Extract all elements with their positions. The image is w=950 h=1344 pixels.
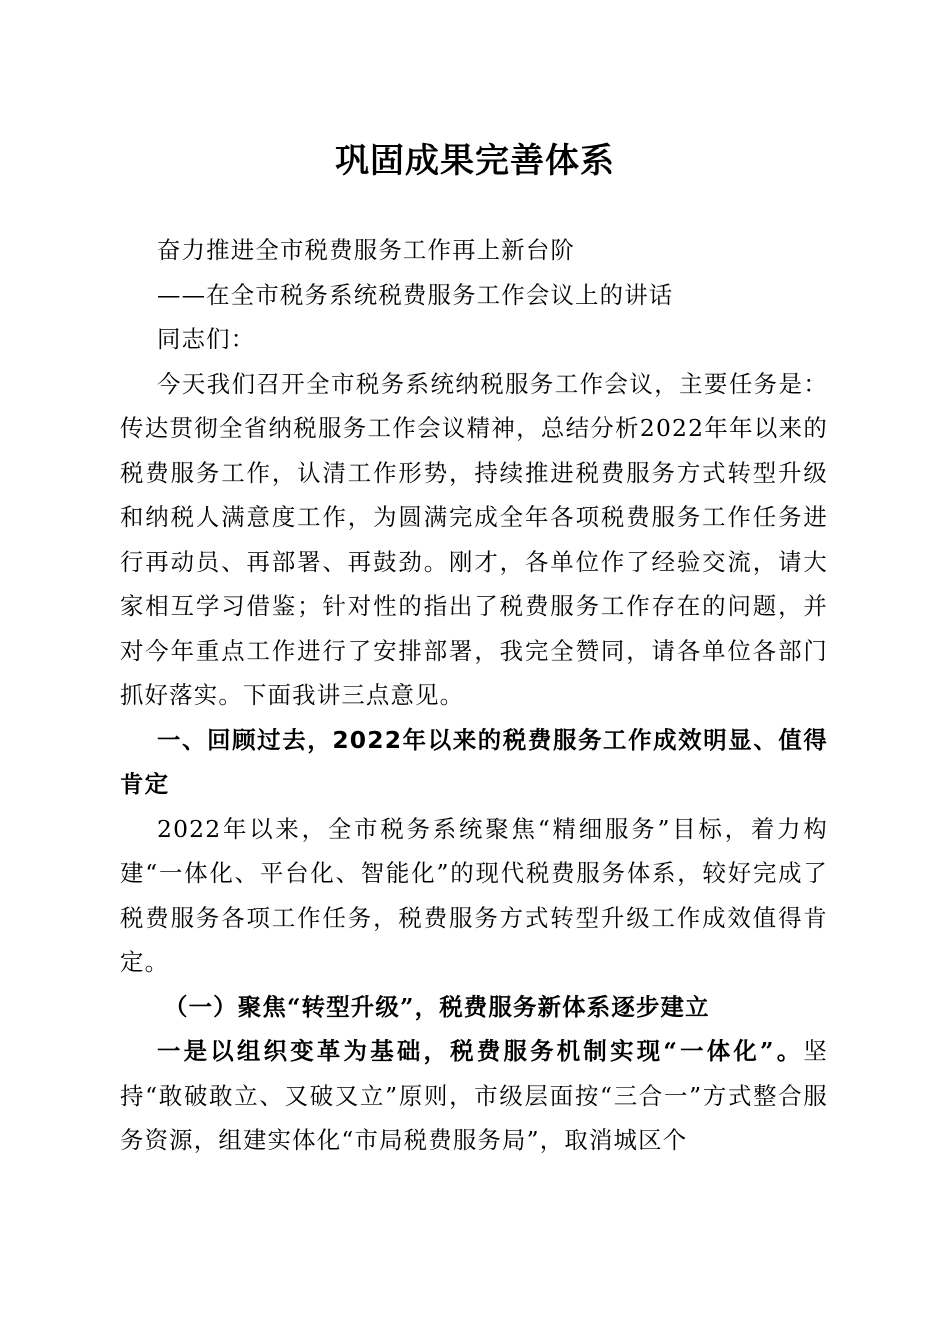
document-subtitle: 奋力推进全市税费服务工作再上新台阶 [157, 236, 576, 264]
point-1-paragraph [120, 1029, 828, 1163]
document-title: 巩固成果完善体系 [335, 141, 615, 181]
document-body [120, 228, 828, 1163]
point-1-lead: 一是以组织变革为基础，税费服务机制实现“一体化”。 [157, 1037, 804, 1065]
section-heading-1: 一、回顾过去，2022年以来的税费服务工作成效明显、值得肯定 [120, 725, 828, 798]
salutation: 同志们： [157, 325, 256, 353]
intro-paragraph: 今天我们召开全市税务系统纳税服务工作会议，主要任务是：传达贯彻全省纳税服务工作会议精神，总结分析2022年年以来的税费服务工作，认清工作形势，持续推进税费服务方式转型升级和纳税人满意度工作，为圆满完成全年各项税费服务工作任务进行再动员、再部署、再鼓劲。刚才，各单位作了经验交流，请大家相互学习借鉴；针对性的指出了税费服务工作存在的问题，并对今年重点工作进行了安排部署，我完全赞同，请各单位各部门抓好落实。下面我讲三点意见。 [120, 369, 828, 709]
document-subtitle-line2: ——在全市税务系统税费服务工作会议上的讲话 [157, 280, 674, 309]
subsection-heading-1: （一）聚焦“转型升级”，税费服务新体系逐步建立 [164, 992, 710, 1021]
review-paragraph: 2022年以来，全市税务系统聚焦“精细服务”目标，着力构建“一体化、平台化、智能化”的现代税费服务体系，较好完成了税费服务各项工作任务，税费服务方式转型升级工作成效值得肯定。 [120, 814, 828, 976]
point-1-text: 坚持“敢破敢立、又破又立”原则，市级层面按“三合一”方式整合服务资源，组建实体化“市局税费服务局”，取消城区个 [120, 1037, 828, 1154]
